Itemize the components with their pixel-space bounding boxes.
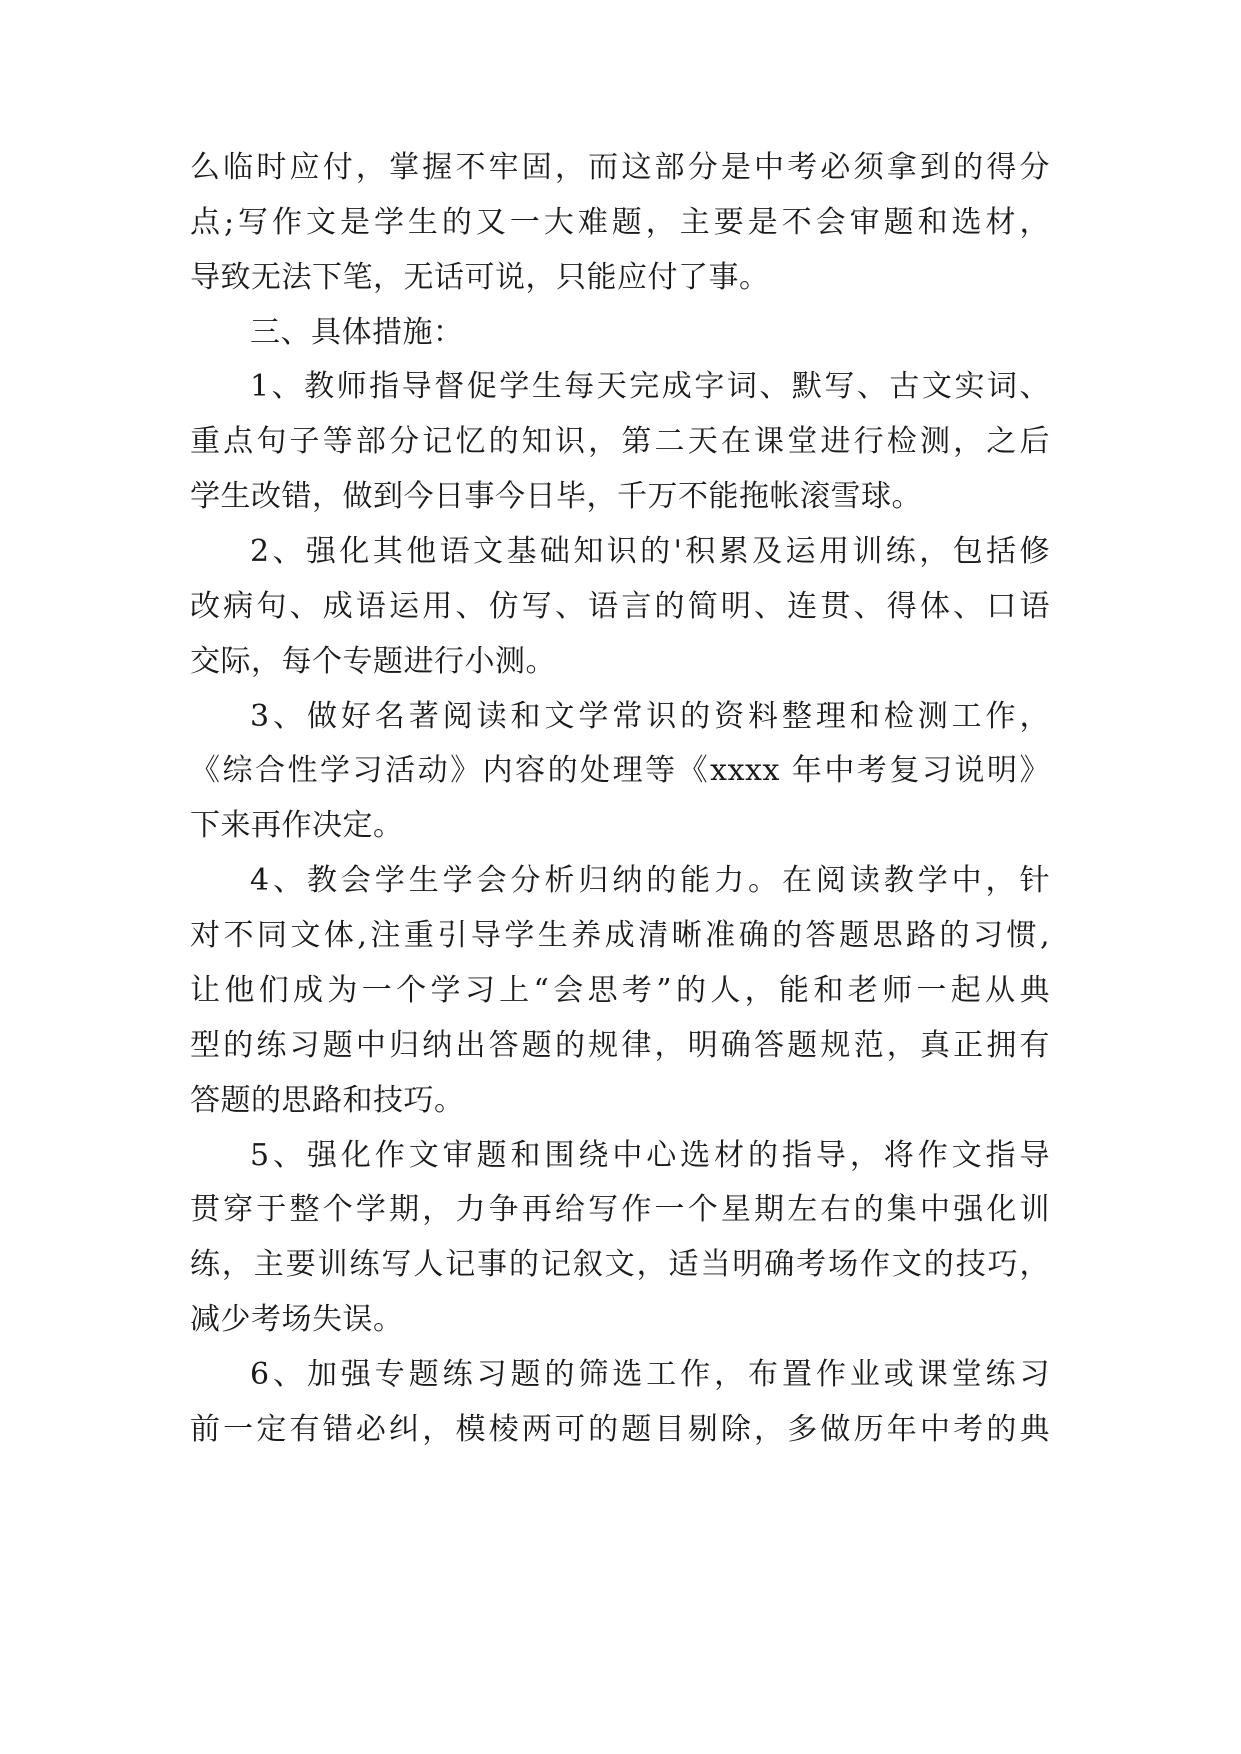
- text-line-5: 1、教师指导督促学生每天完成字词、默写、古文实词、: [250, 369, 1050, 404]
- text-line-3: 导致无法下笔，无话可说，只能应付了事。: [190, 260, 770, 295]
- text-line-18: 答题的思路和技巧。: [190, 1083, 465, 1118]
- text-line-11: 3、做好名著阅读和文学常识的资料整理和检测工作，: [250, 699, 1050, 734]
- text-line-22: 减少考场失误。: [190, 1302, 404, 1337]
- text-line-10: 交际，每个专题进行小测。: [190, 644, 556, 679]
- text-line-7: 学生改错，做到今日事今日毕，千万不能拖帐滚雪球。: [190, 479, 922, 514]
- text-line-16: 让他们成为一个学习上“会思考”的人，能和老师一起从典: [190, 973, 1050, 1008]
- text-line-14: 4、教会学生学会分析归纳的能力。在阅读教学中，针: [250, 863, 1050, 898]
- text-line-2: 点;写作文是学生的又一大难题，主要是不会审题和选材，: [190, 205, 1050, 240]
- text-line-9: 改病句、成语运用、仿写、语言的简明、连贯、得体、口语: [190, 589, 1050, 624]
- text-line-12: 《综合性学习活动》内容的处理等《xxxx 年中考复习说明》: [190, 753, 1050, 788]
- text-line-19: 5、强化作文审题和围绕中心选材的指导，将作文指导: [250, 1138, 1050, 1173]
- section-heading-measures: 三、具体措施：: [250, 315, 464, 350]
- text-line-8: 2、强化其他语文基础知识的'积累及运用训练，包括修: [250, 534, 1050, 569]
- text-line-6: 重点句子等部分记忆的知识，第二天在课堂进行检测，之后: [190, 424, 1050, 459]
- text-line-23: 6、加强专题练习题的筛选工作，布置作业或课堂练习: [250, 1357, 1050, 1392]
- text-line-21: 练，主要训练写人记事的记叙文，适当明确考场作文的技巧，: [190, 1247, 1050, 1282]
- text-line-17: 型的练习题中归纳出答题的规律，明确答题规范，真正拥有: [190, 1028, 1050, 1063]
- text-line-15: 对不同文体,注重引导学生养成清晰准确的答题思路的习惯,: [190, 918, 1050, 953]
- text-line-24: 前一定有错必纠，模棱两可的题目剔除，多做历年中考的典: [190, 1412, 1050, 1447]
- text-line-20: 贯穿于整个学期，力争再给写作一个星期左右的集中强化训: [190, 1192, 1050, 1227]
- text-line-1: 么临时应付，掌握不牢固，而这部分是中考必须拿到的得分: [190, 150, 1050, 185]
- text-line-13: 下来再作决定。: [190, 808, 404, 843]
